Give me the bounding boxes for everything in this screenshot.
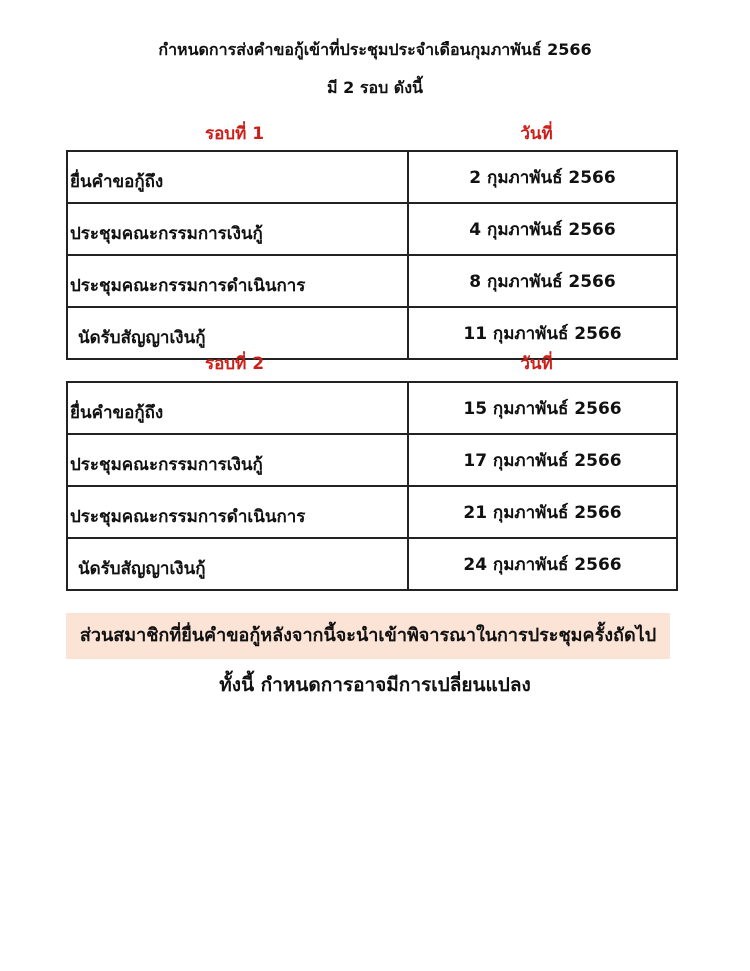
table-row (67, 486, 677, 538)
step-cell: นัดรับสัญญาเงินกู้ (67, 307, 408, 359)
step-cell: ประชุมคณะกรรมการดำเนินการ (67, 486, 408, 538)
round-1-label: รอบที่ 1 (204, 124, 265, 144)
table-row (67, 151, 677, 203)
table-row (67, 203, 677, 255)
footer-notice: ทั้งนี้ กำหนดการอาจมีการเปลี่ยนแปลง (219, 674, 531, 696)
round-2-header (66, 346, 670, 374)
round-1-schedule-table (66, 150, 678, 360)
date-cell: 15 กุมภาพันธ์ 2566 (408, 382, 677, 434)
table-row (67, 255, 677, 307)
step-cell: ประชุมคณะกรรมการเงินกู้ (67, 203, 408, 255)
page-subtitle: มี 2 รอบ ดังนี้ (327, 78, 423, 97)
table-row (67, 538, 677, 590)
step-cell: ประชุมคณะกรรมการเงินกู้ (67, 434, 408, 486)
date-cell: 4 กุมภาพันธ์ 2566 (408, 203, 677, 255)
round-2-schedule-table (66, 381, 678, 591)
page-title: กำหนดการส่งคำขอกู้เข้าที่ประชุมประจำเดือนกุมภาพันธ์ 2566 (158, 40, 592, 59)
round-2-date-column-label: วันที่ (520, 354, 553, 374)
highlight-notice: ส่วนสมาชิกที่ยื่นคำขอกู้หลังจากนี้จะนำเข้าพิจารณาในการประชุมครั้งถัดไป (66, 613, 670, 659)
table-row (67, 382, 677, 434)
date-cell: 11 กุมภาพันธ์ 2566 (408, 307, 677, 359)
step-cell: ประชุมคณะกรรมการดำเนินการ (67, 255, 408, 307)
step-cell: ยื่นคำขอกู้ถึง (67, 382, 408, 434)
round-2-label: รอบที่ 2 (204, 354, 265, 374)
date-cell: 8 กุมภาพันธ์ 2566 (408, 255, 677, 307)
step-cell: นัดรับสัญญาเงินกู้ (67, 538, 408, 590)
date-cell: 17 กุมภาพันธ์ 2566 (408, 434, 677, 486)
date-cell: 2 กุมภาพันธ์ 2566 (408, 151, 677, 203)
table-row (67, 434, 677, 486)
date-cell: 24 กุมภาพันธ์ 2566 (408, 538, 677, 590)
step-cell: ยื่นคำขอกู้ถึง (67, 151, 408, 203)
round-1-date-column-label: วันที่ (520, 124, 553, 144)
date-cell: 21 กุมภาพันธ์ 2566 (408, 486, 677, 538)
round-1-header (66, 116, 670, 144)
